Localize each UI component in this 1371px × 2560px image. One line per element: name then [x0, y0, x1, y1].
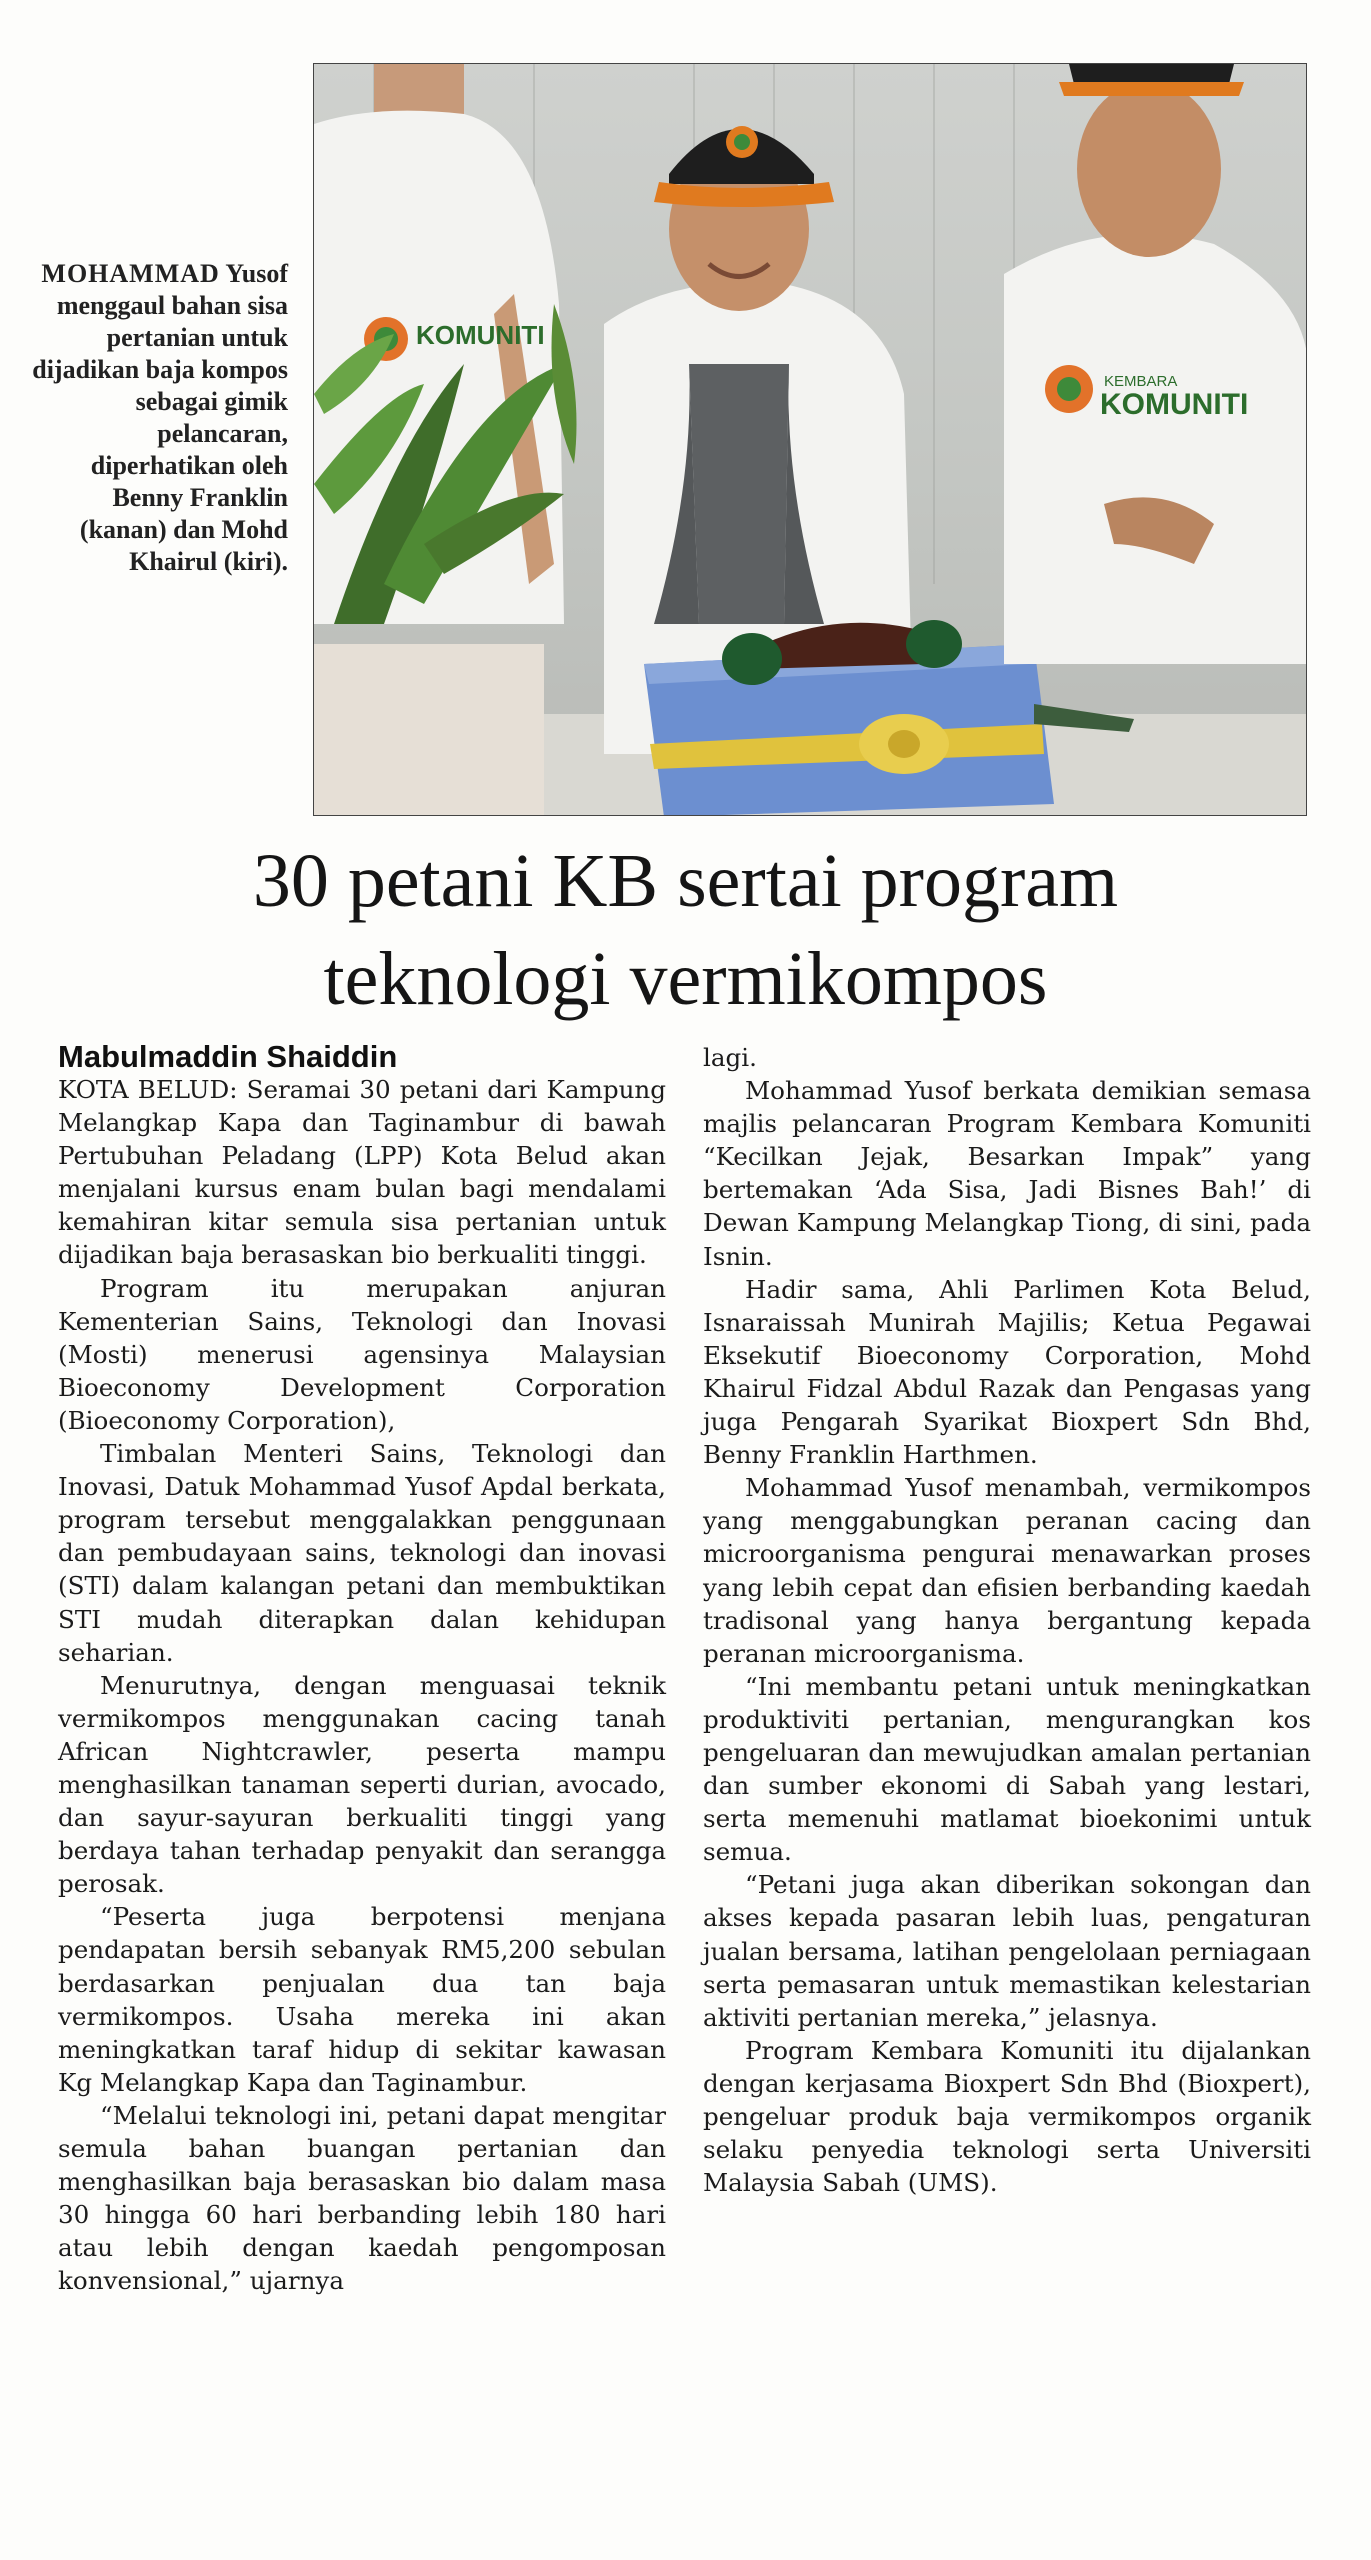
article-photo: [313, 63, 1307, 816]
paragraph: Menurutnya, dengan menguasai teknik vermikompos menggunakan cacing tanah African Nightcrawler, peserta mampu menghasilkan tanaman seperti durian, avocado, dan sayur-sayuran berkualiti tinggi yang berdaya tahan terhadap penyakit dan serangga perosak.: [58, 1670, 666, 1899]
paragraph: “Petani juga akan diberikan sokongan dan akses kepada pasaran lebih luas, pengaturan jualan bersama, latihan pengelolaan perniagaan serta pemasaran untuk memastikan kelestarian aktiviti pertanian mereka,” jelasnya.: [703, 1870, 1311, 2032]
paragraph: Mohammad Yusof menambah, vermikompos yang menggabungkan peranan cacing dan microorganisma pengurai menawarkan proses yang lebih cepat dan efisien berbanding kaedah tradisonal yang hanya bergantung kepada peranan microorganisma.: [703, 1473, 1311, 1668]
photo-caption: [30, 258, 288, 578]
paragraph: lagi.: [703, 1043, 757, 1072]
paragraph: Timbalan Menteri Sains, Teknologi dan Inovasi, Datuk Mohammad Yusof Apdal berkata, program tersebut menggalakkan penggunaan dan pembudayaan sains, teknologi dan inovasi (STI) dalam kalangan petani dan membuktikan STI mudah diterapkan dalan kehidupan seharian.: [58, 1439, 666, 1667]
paragraph: Program itu merupakan anjuran Kementerian Sains, Teknologi dan Inovasi (Mosti) menerusi agensinya Malaysian Bioeconomy Development Corporation (Bioeconomy Corporation),: [58, 1273, 666, 1435]
paragraph: Hadir sama, Ahli Parlimen Kota Belud, Isnaraissah Munirah Majilis; Ketua Pegawai Eksekutif Bioeconomy Corporation, Mohd Khairul Fidzal Abdul Razak dan Pengasas yang juga Pengarah Syarikat Bioxpert Sdn Bhd, Benny Franklin Harthmen.: [703, 1274, 1311, 1470]
right-person: [1004, 64, 1307, 664]
byline: Mabulmaddin Shaiddin: [58, 1039, 398, 1074]
paragraph: “Ini membantu petani untuk meningkatkan produktiviti pertanian, mengurangkan kos pengeluaran dan mewujudkan amalan pertanian dan sumber ekonomi di Sabah yang lestari, serta memenuhi matlamat bioekonimi untuk semua.: [703, 1671, 1311, 1867]
paragraph: KOTA BELUD: Seramai 30 petani dari Kampung Melangkap Kapa dan Taginambur di bawah Pertubuhan Peladang (LPP) Kota Belud akan menjalani kursus enam bulan bagi mendalami kemahiran kitar semula sisa pertanian untuk dijadikan baja berasaskan bio berkualiti tinggi.: [58, 1075, 666, 1270]
headline: [0, 832, 1371, 1028]
paragraph: “Melalui teknologi ini, petani dapat mengitar semula bahan buangan pertanian dan menghasilkan baja berasaskan bio dalam masa 30 hingga 60 hari berbanding lebih 180 hari atau lebih dengan kaedah pengomposan konvensional,” ujarnya: [58, 2100, 666, 2296]
paragraph: Mohammad Yusof berkata demikian semasa majlis pelancaran Program Kembara Komuniti “Kecilkan Jejak, Besarkan Impak” yang bertemakan ‘Ada Sisa, Jadi Bisnes Bah!’ di Dewan Kampung Melangkap Tiong, di sini, pada Isnin.: [703, 1076, 1311, 1271]
left-shirt-logo-text: KOMUNITI: [416, 320, 545, 350]
right-shirt-logo-text: KOMUNITI: [1100, 388, 1249, 421]
headline-line2: teknologi vermikompos: [323, 937, 1048, 1021]
paragraph: “Peserta juga berpotensi menjana pendapatan bersih sebanyak RM5,200 sebulan berdasarkan penjualan dua tan baja vermikompos. Usaha mereka ini akan meningkatkan taraf hidup di sekitar kawasan Kg Melangkap Kapa dan Taginambur.: [58, 1902, 666, 2097]
article-column-1: [58, 1073, 666, 2297]
paragraph: Program Kembara Komuniti itu dijalankan dengan kerjasama Bioxpert Sdn Bhd (Bioxpert), pengeluar produk baja vermikompos organik selaku penyedia teknologi serta Universiti Malaysia Sabah (UMS).: [703, 2035, 1311, 2198]
caption-lead: MOHAMMAD: [41, 259, 220, 288]
headline-line1: 30 petani KB sertai program: [252, 839, 1119, 923]
right-shirt-logo-small: KEMBARA: [1104, 373, 1178, 390]
article-column-2: [703, 1041, 1311, 2199]
photo-illustration: [314, 64, 1307, 816]
caption-text: Yusof menggaul bahan sisa pertanian untuk dijadikan baja kompos sebagai gimik pelancaran, diperhatikan oleh Benny Franklin (kanan) dan Mohd Khairul (kiri).: [32, 259, 288, 576]
